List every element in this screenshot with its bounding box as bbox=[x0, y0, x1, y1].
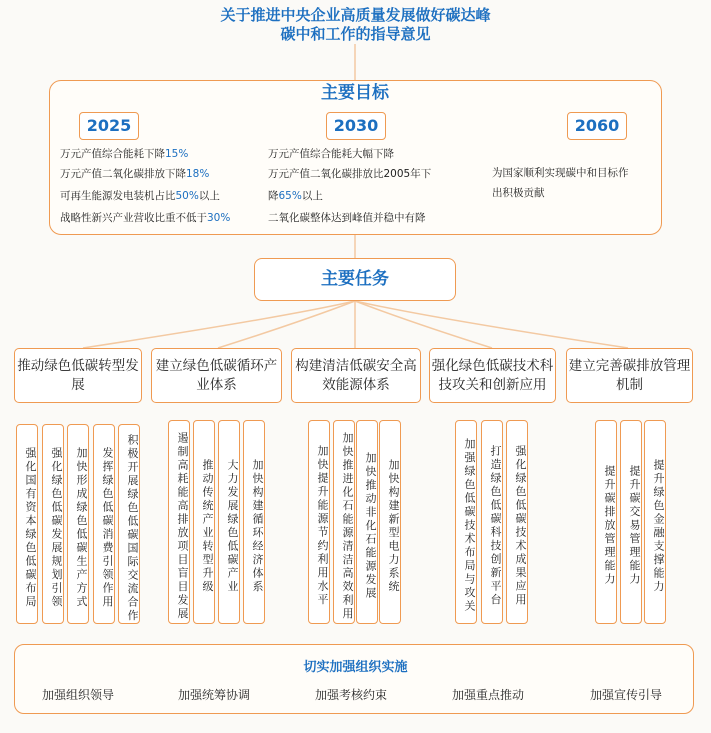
goal-2025-item: 战略性新兴产业营收比重不低于30% bbox=[60, 212, 231, 224]
task-title-5: 建立完善碳排放管理机制 bbox=[566, 348, 693, 403]
tasks-header: 主要任务 bbox=[254, 258, 456, 301]
task-2-sub: 推动传统产业转型升级 bbox=[193, 420, 215, 624]
goal-2025-item: 万元产值二氧化碳排放下降18% bbox=[60, 168, 210, 180]
title-line-1: 关于推进中央企业高质量发展做好碳达峰 bbox=[220, 6, 491, 24]
task-5-sub: 提升碳交易管理能力 bbox=[620, 420, 642, 624]
goal-2060-line: 出积极贡献 bbox=[492, 187, 545, 199]
task-1-sub: 强化绿色低碳发展规划引领 bbox=[42, 424, 64, 624]
goal-2060-line: 为国家顺利实现碳中和目标作 bbox=[492, 167, 629, 179]
task-2-sub: 遏制高耗能高排放项目盲目发展 bbox=[168, 420, 190, 624]
implementation-box bbox=[14, 644, 694, 714]
task-4-sub: 强化绿色低碳技术成果应用 bbox=[506, 420, 528, 624]
goal-2030-item: 降65%以上 bbox=[268, 190, 323, 202]
task-3-sub: 加快推进化石能源清洁高效利用 bbox=[333, 420, 355, 624]
title-line-2: 碳中和工作的指导意见 bbox=[280, 25, 431, 43]
goal-2030-item: 万元产值综合能耗大幅下降 bbox=[268, 148, 394, 160]
implementation-item: 加强统筹协调 bbox=[178, 688, 251, 702]
task-title-1: 推动绿色低碳转型发展 bbox=[14, 348, 142, 403]
goal-2025-item: 可再生能源发电装机占比50%以上 bbox=[60, 190, 220, 202]
goal-2025-item: 万元产值综合能耗下降15% bbox=[60, 148, 189, 160]
task-5-sub: 提升绿色金融支撑能力 bbox=[644, 420, 666, 624]
task-2-sub: 加快构建循环经济体系 bbox=[243, 420, 265, 624]
connector-task-2 bbox=[218, 301, 355, 348]
task-title-2: 建立绿色低碳循环产业体系 bbox=[151, 348, 282, 403]
task-4-sub: 打造绿色低碳科技创新平台 bbox=[481, 420, 503, 624]
implementation-item: 加强考核约束 bbox=[315, 688, 388, 702]
task-4-sub: 加强绿色低碳技术布局与攻关 bbox=[455, 420, 477, 624]
task-1-sub: 发挥绿色低碳消费引领作用 bbox=[93, 424, 115, 624]
goal-2030-item: 二氧化碳整体达到峰值并稳中有降 bbox=[268, 212, 426, 224]
task-title-3: 构建清洁低碳安全高效能源体系 bbox=[291, 348, 421, 403]
implementation-item: 加强宣传引导 bbox=[590, 688, 663, 702]
implementation-header: 切实加强组织实施 bbox=[303, 660, 408, 675]
task-2-sub: 大力发展绿色低碳产业 bbox=[218, 420, 240, 624]
task-title-4: 强化绿色低碳技术科技攻关和创新应用 bbox=[429, 348, 556, 403]
task-1-sub: 强化国有资本绿色低碳布局 bbox=[16, 424, 38, 624]
implementation-item: 加强重点推动 bbox=[452, 688, 525, 702]
task-3-sub: 加快提升能源节约利用水平 bbox=[308, 420, 330, 624]
connector-task-4 bbox=[355, 301, 492, 348]
year-2030: 2030 bbox=[326, 112, 386, 140]
goal-2030-item: 万元产值二氧化碳排放比2005年下 bbox=[268, 168, 432, 180]
year-2060: 2060 bbox=[567, 112, 627, 140]
connector-task-1 bbox=[83, 301, 355, 348]
task-3-sub: 加快构建新型电力系统 bbox=[379, 420, 401, 624]
goals-header: 主要目标 bbox=[321, 83, 389, 103]
implementation-item: 加强组织领导 bbox=[42, 688, 115, 702]
task-5-sub: 提升碳排放管理能力 bbox=[595, 420, 617, 624]
task-1-sub: 积极开展绿色低碳国际交流合作 bbox=[118, 424, 140, 624]
task-1-sub: 加快形成绿色低碳生产方式 bbox=[67, 424, 89, 624]
connector-task-5 bbox=[355, 301, 628, 348]
task-3-sub: 加快推动非化石能源发展 bbox=[356, 420, 378, 624]
year-2025: 2025 bbox=[79, 112, 139, 140]
